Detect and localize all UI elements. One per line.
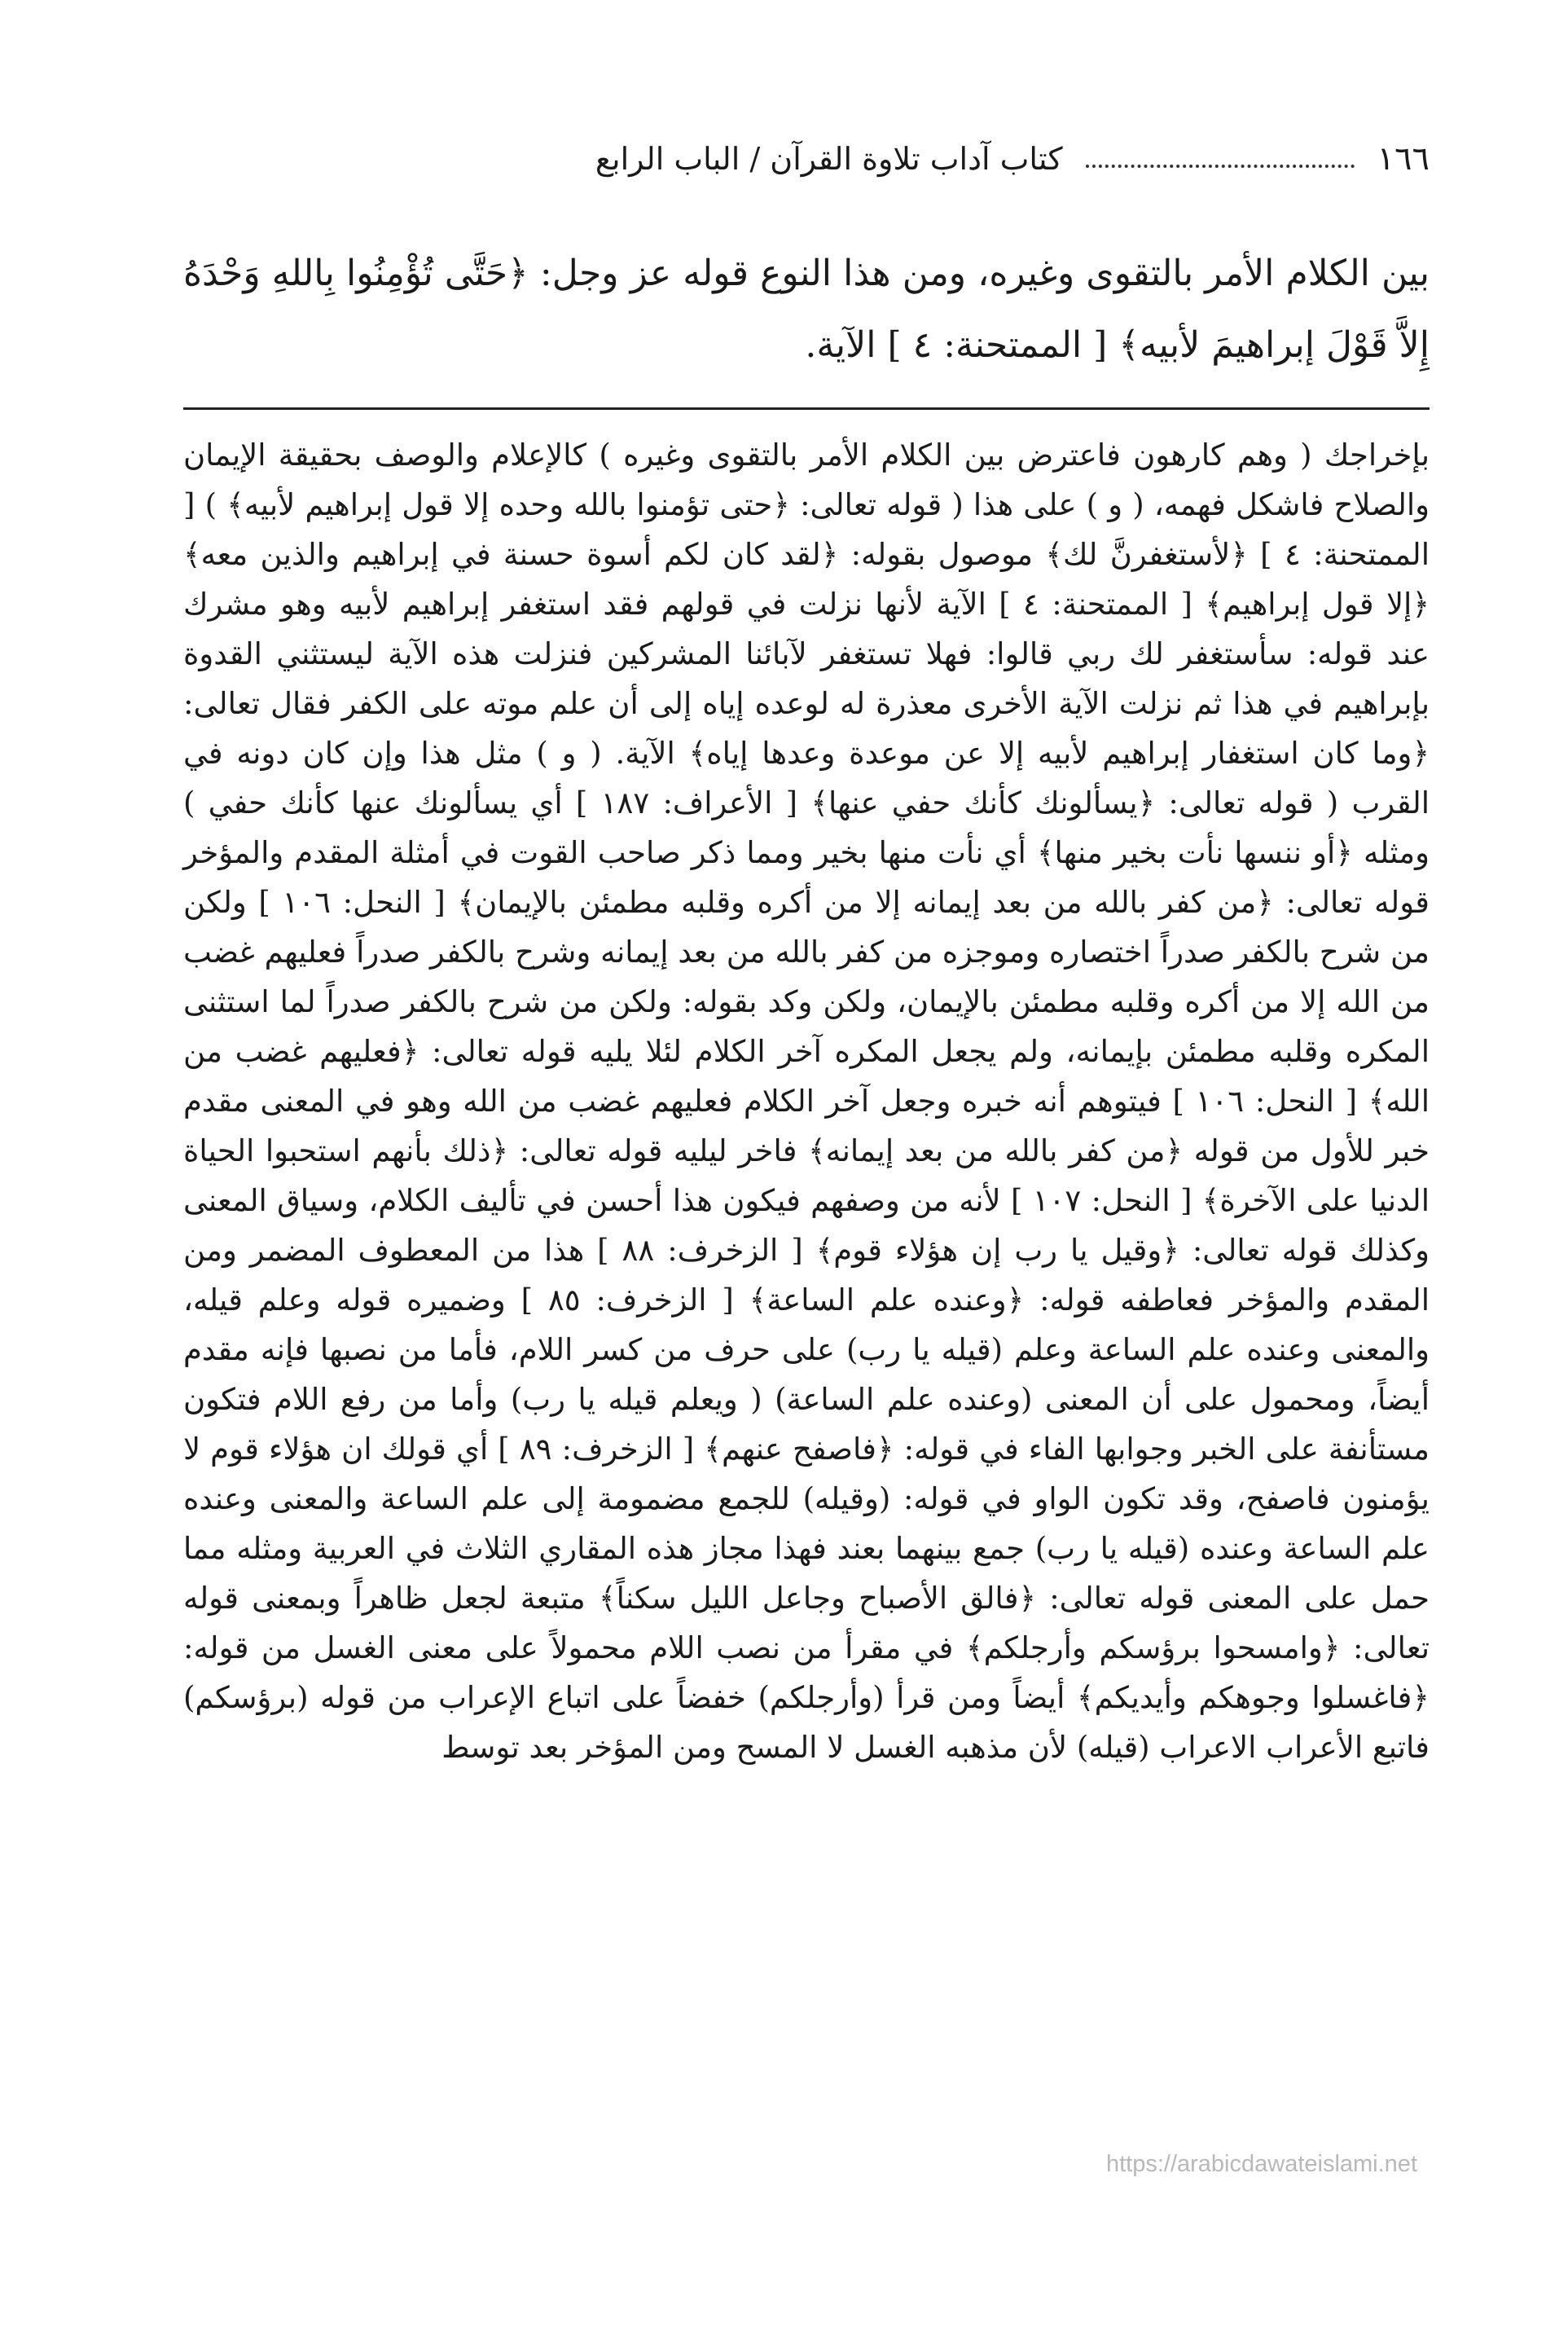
watermark-url: https://arabicdawateislami.net (1105, 2151, 1417, 2177)
page-number: ١٦٦ (1377, 140, 1430, 178)
header-dot-leader (1086, 165, 1355, 168)
footnote-divider (183, 407, 1430, 410)
running-header (183, 134, 1430, 183)
commentary-text (183, 430, 1430, 1772)
main-text: بين الكلام الأمر بالتقوى وغيره، ومن هذا النوع قوله عز وجل: ﴿حَتَّى تُؤْمِنُوا بِاللهِ وَحْدَهُ إِلاَّ قَوْلَ إبراهيمَ لأبيه﴾ [ الممتحنة: ٤ ] الآية. (183, 253, 1430, 366)
commentary-paragraph: بإخراجك ( وهم كارهون فاعترض بين الكلام الأمر بالتقوى وغيره ) كالإعلام والوصف بحقيقة الإيمان والصلاح فاشكل فهمه، ( و ) على هذا ( قوله تعالى: ﴿حتى تؤمنوا بالله وحده إلا قول إبراهيم لأبيه﴾ ) [ الممتحنة: ٤ ] ﴿لأستغفرنَّ لك﴾ موصول بقوله: ﴿لقد كان لكم أسوة حسنة في إبراهيم والذين معه﴾ ﴿إلا قول إبراهيم﴾ [ الممتحنة: ٤ ] الآية لأنها نزلت في قولهم فقد استغفر إبراهيم لأبيه وهو مشرك عند قوله: سأستغفر لك ربي قالوا: فهلا تستغفر لآبائنا المشركين فنزلت هذه الآية ليستثني القدوة بإبراهيم في هذا ثم نزلت الآية الأخرى معذرة له لوعده إياه إلى أن علم موته على الكفر فقال تعالى: ﴿وما كان استغفار إبراهيم لأبيه إلا عن موعدة وعدها إياه﴾ الآية. ( و ) مثل هذا وإن كان دونه في القرب ( قوله تعالى: ﴿يسألونك كأنك حفي عنها﴾ [ الأعراف: ١٨٧ ] أي يسألونك عنها كأنك حفي ) ومثله ﴿أو ننسها نأت بخير منها﴾ أي نأت منها بخير ومما ذكر صاحب القوت في أمثلة المقدم والمؤخر قوله تعالى: ﴿من كفر بالله من بعد إيمانه إلا من أكره وقلبه مطمئن بالإيمان﴾ [ النحل: ١٠٦ ] ولكن من شرح بالكفر صدراً اختصاره وموجزه من كفر بالله من بعد إيمانه وشرح بالكفر صدراً فعليهم غضب من الله إلا من أكره وقلبه مطمئن بالإيمان، ولكن وكد بقوله: ولكن من شرح بالكفر صدراً لما استثنى المكره وقلبه مطمئن بإيمانه، ولم يجعل المكره آخر الكلام لئلا يليه قوله تعالى: ﴿فعليهم غضب من الله﴾ [ النحل: ١٠٦ ] فيتوهم أنه خبره وجعل آخر الكلام فعليهم غضب من الله وهو في المعنى مقدم خبر للأول من قوله ﴿من كفر بالله من بعد إيمانه﴾ فاخر ليليه قوله تعالى: ﴿ذلك بأنهم استحبوا الحياة الدنيا على الآخرة﴾ [ النحل: ١٠٧ ] لأنه من وصفهم فيكون هذا أحسن في تأليف الكلام، وسياق المعنى وكذلك قوله تعالى: ﴿وقيل يا رب إن هؤلاء قوم﴾ [ الزخرف: ٨٨ ] هذا من المعطوف المضمر ومن المقدم والمؤخر فعاطفه قوله: ﴿وعنده علم الساعة﴾ [ الزخرف: ٨٥ ] وضميره قوله وعلم قيله، والمعنى وعنده علم الساعة وعلم (قيله يا رب) على حرف من كسر اللام، فأما من نصبها فإنه مقدم أيضاً، ومحمول على أن المعنى (وعنده علم الساعة) ( ويعلم قيله يا رب) وأما من رفع اللام فتكون مستأنفة على الخبر وجوابها الفاء في قوله: ﴿فاصفح عنهم﴾ [ الزخرف: ٨٩ ] أي قولك ان هؤلاء قوم لا يؤمنون فاصفح، وقد تكون الواو في قوله: (وقيله) للجمع مضمومة إلى علم الساعة والمعنى وعنده علم الساعة وعنده (قيله يا رب) جمع بينهما بعند فهذا مجاز هذه المقاري الثلاث في العربية ومثله مما حمل على المعنى قوله تعالى: ﴿فالق الأصباح وجاعل الليل سكناً﴾ متبعة لجعل ظاهراً وبمعنى قوله تعالى: ﴿وامسحوا برؤسكم وأرجلكم﴾ في مقرأ من نصب اللام محمولاً على معنى الغسل من قوله: ﴿فاغسلوا وجوهكم وأيديكم﴾ أيضاً ومن قرأ (وأرجلكم) خفضاً على اتباع الإعراب من قوله (برؤسكم) فاتبع الأعراب الاعراب (قيله) لأن مذهبه الغسل لا المسح ومن المؤخر بعد توسط (183, 438, 1430, 1765)
header-title: كتاب آداب تلاوة القرآن / الباب الرابع (595, 141, 1063, 177)
